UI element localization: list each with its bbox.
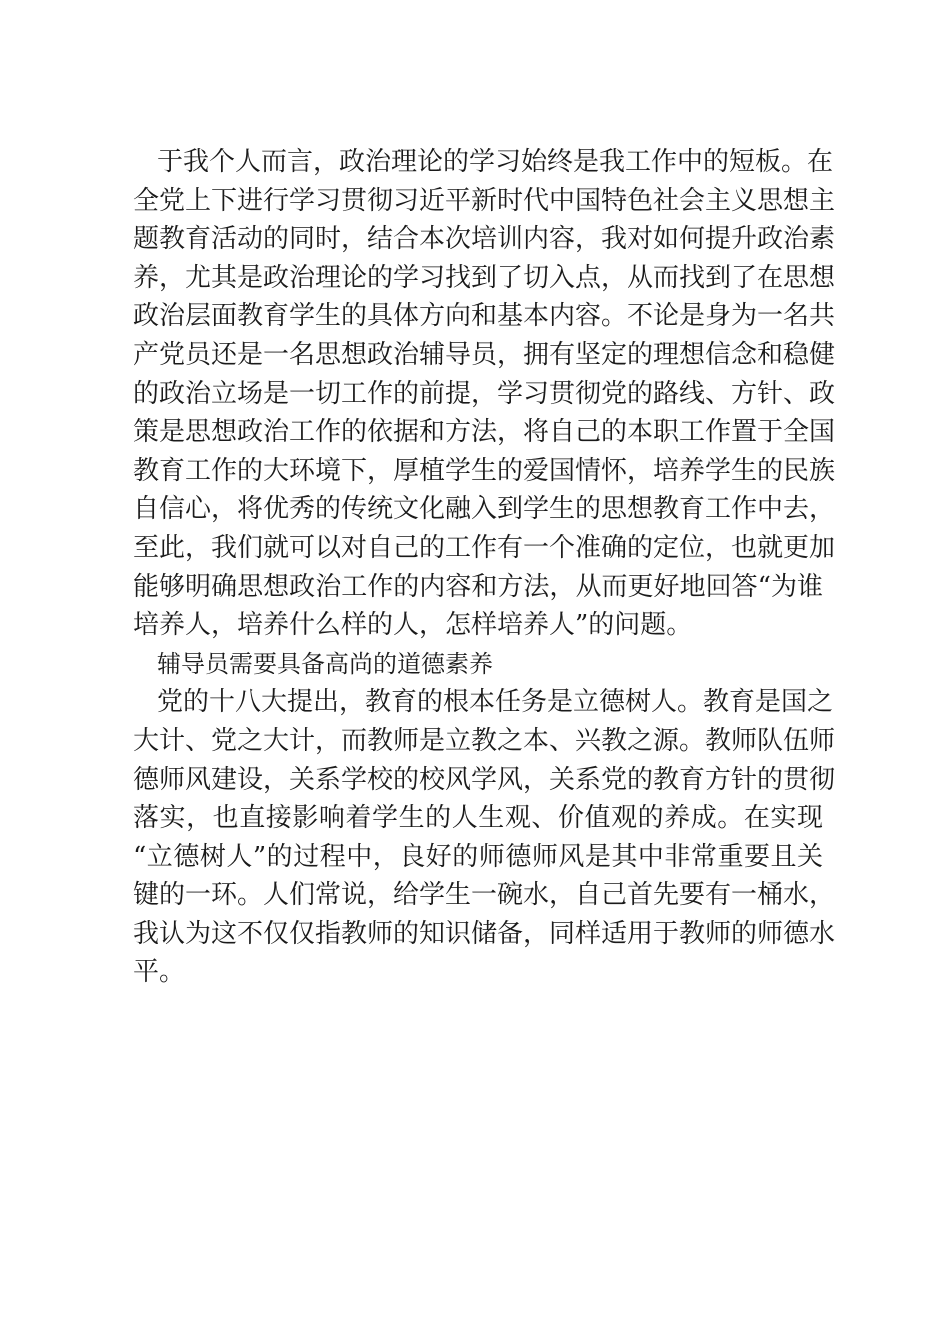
paragraph-line: 策是思想政治工作的依据和方法，将自己的本职工作置于全国: [133, 417, 836, 448]
section-heading: 辅导员需要具备高尚的道德素养: [157, 649, 493, 678]
paragraph-line: 产党员还是一名思想政治辅导员，拥有坚定的理想信念和稳健: [133, 339, 836, 370]
paragraph-moral-quality: [133, 683, 836, 992]
paragraph-line: 养，尤其是政治理论的学习找到了切入点，从而找到了在思想: [133, 262, 836, 293]
paragraph-line: 大计、党之大计，而教师是立教之本、兴教之源。教师队伍师: [133, 725, 836, 756]
paragraph-line: 德师风建设，关系学校的校风学风，关系党的教育方针的贯彻: [133, 764, 836, 795]
paragraph-line: 我认为这不仅仅指教师的知识储备，同样适用于教师的师德水: [133, 918, 836, 949]
paragraph-line: “立德树人”的过程中，良好的师德师风是其中非常重要且关: [133, 841, 823, 872]
paragraph-line: 题教育活动的同时，结合本次培训内容，我对如何提升政治素: [133, 224, 836, 255]
paragraph-line: 能够明确思想政治工作的内容和方法，从而更好地回答“为谁: [133, 571, 823, 602]
paragraph-line: 的政治立场是一切工作的前提，学习贯彻党的路线、方针、政: [133, 378, 836, 409]
paragraph-line: 平。: [133, 957, 186, 988]
paragraph-line: 于我个人而言，政治理论的学习始终是我工作中的短板。在: [157, 147, 834, 177]
paragraph-line: 自信心，将优秀的传统文化融入到学生的思想教育工作中去，: [133, 494, 836, 525]
paragraph-line: 键的一环。人们常说，给学生一碗水，自己首先要有一桶水，: [133, 880, 836, 911]
paragraph-line: 培养人，培养什么样的人，怎样培养人”的问题。: [133, 610, 693, 641]
paragraph-political-theory: [133, 143, 836, 645]
paragraph-line: 党的十八大提出，教育的根本任务是立德树人。教育是国之: [157, 687, 834, 718]
paragraph-line: 政治层面教育学生的具体方向和基本内容。不论是身为一名共: [133, 301, 836, 332]
paragraph-line: 落实，也直接影响着学生的人生观、价值观的养成。在实现: [133, 803, 823, 834]
paragraph-line: 全党上下进行学习贯彻习近平新时代中国特色社会主义思想主: [133, 185, 836, 216]
paragraph-line: 至此，我们就可以对自己的工作有一个准确的定位，也就更加: [133, 532, 836, 563]
document-body: [133, 143, 836, 992]
paragraph-line: 教育工作的大环境下，厚植学生的爱国情怀，培养学生的民族: [133, 455, 836, 486]
